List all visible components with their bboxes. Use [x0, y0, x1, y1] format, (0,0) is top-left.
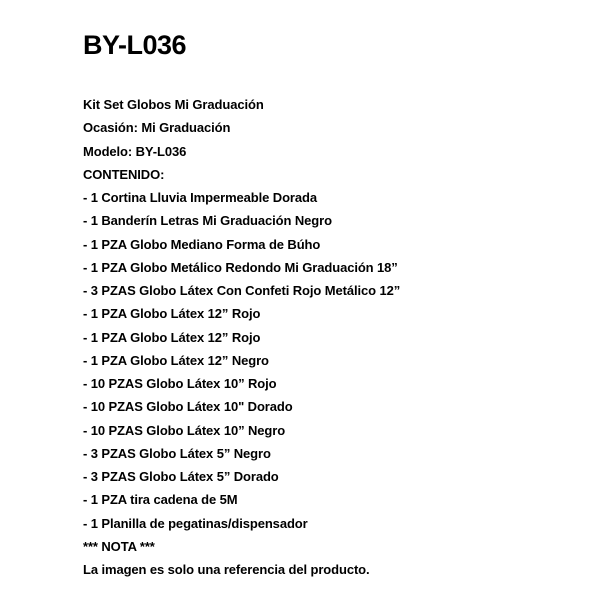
page-title: BY-L036 [83, 30, 187, 60]
contents-heading: CONTENIDO: [83, 166, 165, 182]
content-item: - 10 PZAS Globo Látex 10" Dorado [83, 399, 293, 415]
content-item: - 1 PZA Globo Látex 12” Negro [83, 352, 269, 368]
content-item: - 1 PZA Globo Látex 12” Rojo [83, 329, 261, 345]
content-item: - 1 PZA Globo Látex 12” Rojo [83, 306, 261, 322]
content-item: - 10 PZAS Globo Látex 10” Rojo [83, 376, 277, 391]
content-item: - 1 PZA Globo Metálico Redondo Mi Graduación 18” [83, 259, 398, 275]
product-details [83, 93, 590, 581]
model-line: Modelo: BY-L036 [83, 143, 187, 159]
content-item: - 3 PZAS Globo Látex 5” Dorado [83, 469, 279, 484]
content-item: - 1 PZA Globo Mediano Forma de Búho [83, 236, 321, 252]
content-item: - 3 PZAS Globo Látex Con Confeti Rojo Metálico 12” [83, 283, 401, 298]
content-item: - 1 Banderín Letras Mi Graduación Negro [83, 213, 332, 229]
note-heading: *** NOTA *** [83, 538, 155, 554]
content-item: - 1 Cortina Lluvia Impermeable Dorada [83, 190, 317, 205]
product-name: Kit Set Globos Mi Graduación [83, 97, 264, 112]
content-item: - 1 PZA tira cadena de 5M [83, 492, 238, 508]
occasion-line: Ocasión: Mi Graduación [83, 120, 231, 136]
note-text: La imagen es solo una referencia del producto. [83, 562, 370, 577]
content-item: - 3 PZAS Globo Látex 5” Negro [83, 445, 271, 461]
content-item: - 10 PZAS Globo Látex 10” Negro [83, 422, 286, 438]
content-item: - 1 Planilla de pegatinas/dispensador [83, 515, 308, 531]
